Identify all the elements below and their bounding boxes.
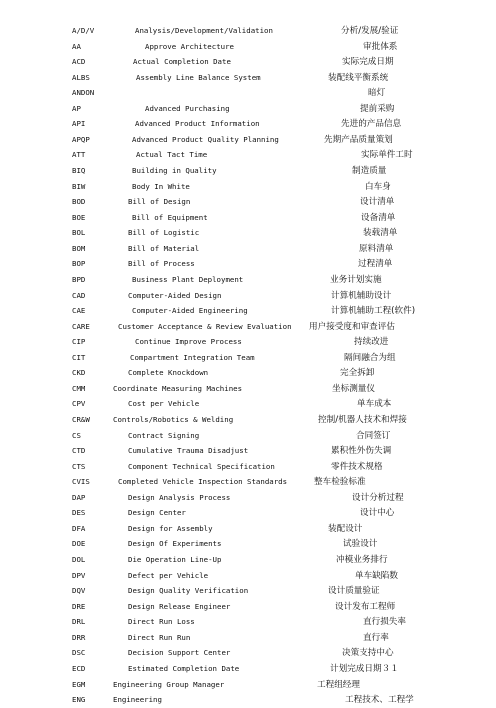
chinese-term: 设计分析过程 bbox=[352, 492, 404, 503]
glossary-row bbox=[0, 116, 496, 132]
english-term: Die Operation Line-Up bbox=[128, 555, 222, 565]
chinese-term: 实际完成日期 bbox=[342, 57, 394, 68]
english-term: Advanced Product Information bbox=[135, 119, 260, 129]
english-term: Cumulative Trauma Disadjust bbox=[128, 446, 249, 456]
chinese-term: 装配设计 bbox=[328, 523, 363, 534]
abbreviation: CIP bbox=[72, 337, 86, 347]
english-term: Computer-Aided Engineering bbox=[132, 306, 248, 316]
chinese-term: 过程清单 bbox=[358, 259, 393, 270]
abbreviation: BOP bbox=[72, 259, 86, 269]
abbreviation: CMM bbox=[72, 383, 86, 393]
abbreviation: CAD bbox=[72, 290, 86, 300]
english-term: Bill of Process bbox=[128, 259, 195, 269]
chinese-term: 设备清单 bbox=[361, 212, 396, 223]
glossary-row bbox=[0, 568, 496, 584]
english-term: Building in Quality bbox=[132, 166, 217, 176]
chinese-term: 分析/发展/验证 bbox=[341, 26, 399, 36]
chinese-term: 装配线平衡系统 bbox=[328, 72, 389, 83]
glossary-row bbox=[0, 210, 496, 226]
chinese-term: 计划完成日期３１ bbox=[330, 663, 399, 674]
glossary-row bbox=[0, 288, 496, 304]
english-term: Coordinate Measuring Machines bbox=[113, 383, 243, 393]
abbreviation: CIT bbox=[72, 352, 86, 362]
glossary-row bbox=[0, 70, 496, 86]
english-term: Defect per Vehicle bbox=[128, 570, 209, 580]
chinese-term: 冲模业务排行 bbox=[336, 555, 388, 566]
abbreviation: DQV bbox=[72, 586, 86, 596]
english-term: Engineering bbox=[113, 695, 162, 705]
english-term: Contract Signing bbox=[128, 430, 200, 440]
chinese-term: 直行损失率 bbox=[363, 617, 406, 628]
glossary-row bbox=[0, 39, 496, 55]
english-term: Estimated Completion Date bbox=[128, 663, 240, 673]
abbreviation: AP bbox=[72, 103, 81, 113]
english-term: Continue Improve Process bbox=[135, 337, 242, 347]
chinese-term: 暗灯 bbox=[368, 88, 386, 99]
abbreviation: CTS bbox=[72, 461, 86, 471]
chinese-term: 完全拆卸 bbox=[340, 368, 375, 379]
chinese-term: 控制/机器人技术和焊接 bbox=[318, 415, 407, 425]
english-term: Direct Run Run bbox=[128, 632, 191, 642]
chinese-term: 隔间融合为组 bbox=[344, 352, 396, 363]
glossary-row bbox=[0, 272, 496, 288]
glossary-row bbox=[0, 23, 496, 39]
chinese-term: 持续改进 bbox=[354, 337, 389, 348]
chinese-term: 试验设计 bbox=[343, 539, 378, 550]
abbreviation: DSC bbox=[72, 648, 86, 658]
abbreviation: AA bbox=[72, 41, 81, 51]
chinese-term: 零件技术规格 bbox=[331, 461, 383, 472]
abbreviation: EGM bbox=[72, 679, 86, 689]
chinese-term: 工程技术、工程学 bbox=[345, 695, 414, 706]
glossary-row bbox=[0, 163, 496, 179]
chinese-term: 业务计划实施 bbox=[330, 274, 382, 285]
chinese-term: 坐标测量仪 bbox=[332, 383, 375, 394]
abbreviation: API bbox=[72, 119, 86, 129]
glossary-row bbox=[0, 614, 496, 630]
glossary-row bbox=[0, 303, 496, 319]
english-term: Completed Vehicle Inspection Standards bbox=[118, 477, 288, 487]
english-term: Decision Support Center bbox=[128, 648, 231, 658]
abbreviation: DOE bbox=[72, 539, 86, 549]
abbreviation: CVIS bbox=[72, 477, 90, 487]
chinese-term: 计算机辅助设计 bbox=[331, 290, 392, 301]
chinese-term: 整车检验标准 bbox=[314, 477, 366, 488]
abbreviation: DOL bbox=[72, 555, 86, 565]
glossary-row bbox=[0, 85, 496, 101]
glossary-row bbox=[0, 536, 496, 552]
glossary-row bbox=[0, 54, 496, 70]
glossary-row bbox=[0, 677, 496, 693]
abbreviation: ANDON bbox=[72, 88, 95, 98]
abbreviation: BOE bbox=[72, 212, 86, 222]
glossary-row bbox=[0, 552, 496, 568]
english-term: Component Technical Specification bbox=[128, 461, 275, 471]
glossary-row bbox=[0, 334, 496, 350]
english-term: Bill of Equipment bbox=[132, 212, 208, 222]
chinese-term: 工程组经理 bbox=[317, 679, 360, 690]
glossary-row bbox=[0, 319, 496, 335]
english-term: Complete Knockdown bbox=[128, 368, 209, 378]
english-term: Design Center bbox=[128, 508, 186, 518]
glossary-row bbox=[0, 256, 496, 272]
abbreviation: DFA bbox=[72, 523, 86, 533]
english-term: Cost per Vehicle bbox=[128, 399, 200, 409]
glossary-row bbox=[0, 583, 496, 599]
abbreviation: DPV bbox=[72, 570, 86, 580]
english-term: Design Release Engineer bbox=[128, 601, 231, 611]
english-term: Bill of Design bbox=[128, 197, 191, 207]
glossary-row bbox=[0, 350, 496, 366]
abbreviation: ENG bbox=[72, 695, 86, 705]
abbreviation: CAE bbox=[72, 306, 86, 316]
abbreviation: BIW bbox=[72, 181, 86, 191]
abbreviation: DRE bbox=[72, 601, 86, 611]
glossary-row bbox=[0, 661, 496, 677]
abbreviation: ECD bbox=[72, 663, 86, 673]
english-term: Engineering Group Manager bbox=[113, 679, 225, 689]
glossary-row bbox=[0, 599, 496, 615]
english-term: Design for Assembly bbox=[128, 523, 213, 533]
glossary-row bbox=[0, 474, 496, 490]
english-term: Bill of Material bbox=[128, 243, 200, 253]
english-term: Advanced Product Quality Planning bbox=[132, 134, 279, 144]
english-term: Bill of Logistic bbox=[128, 228, 200, 238]
english-term: Assembly Line Balance System bbox=[136, 72, 261, 82]
chinese-term: 决策支持中心 bbox=[342, 648, 394, 659]
glossary-row bbox=[0, 179, 496, 195]
abbreviation: BOM bbox=[72, 243, 86, 253]
abbreviation: ACD bbox=[72, 57, 86, 67]
abbreviation: CARE bbox=[72, 321, 90, 331]
abbreviation: DES bbox=[72, 508, 86, 518]
english-term: Design Analysis Process bbox=[128, 492, 231, 502]
abbreviation: A/D/V bbox=[72, 26, 95, 35]
english-term: Computer-Aided Design bbox=[128, 290, 222, 300]
abbreviation: DAP bbox=[72, 492, 86, 502]
glossary-row bbox=[0, 101, 496, 117]
abbreviation: DRR bbox=[72, 632, 86, 642]
glossary-row bbox=[0, 412, 496, 428]
glossary-row bbox=[0, 396, 496, 412]
english-term: Business Plant Deployment bbox=[132, 274, 244, 284]
abbreviation: BOD bbox=[72, 197, 86, 207]
abbreviation: CR&W bbox=[72, 415, 90, 424]
english-term: Direct Run Loss bbox=[128, 617, 195, 627]
chinese-term: 单车缺陷数 bbox=[355, 570, 398, 581]
chinese-term: 制造质量 bbox=[352, 166, 387, 177]
glossary-row bbox=[0, 381, 496, 397]
glossary-row bbox=[0, 443, 496, 459]
chinese-term: 计算机辅助工程(软件) bbox=[331, 306, 416, 317]
chinese-term: 先进的产品信息 bbox=[341, 119, 402, 130]
chinese-term: 设计发布工程师 bbox=[335, 601, 396, 612]
english-term: Analysis/Development/Validation bbox=[135, 26, 273, 35]
english-term: Design Of Experiments bbox=[128, 539, 222, 549]
english-term: Customer Acceptance & Review Evaluation bbox=[118, 321, 292, 331]
english-term: Design Quality Verification bbox=[128, 586, 249, 596]
glossary-row bbox=[0, 521, 496, 537]
english-term: Advanced Purchasing bbox=[145, 103, 230, 113]
glossary-row bbox=[0, 459, 496, 475]
abbreviation: DRL bbox=[72, 617, 86, 627]
abbreviation: BPD bbox=[72, 274, 86, 284]
chinese-term: 累积性外伤失调 bbox=[331, 446, 392, 457]
chinese-term: 装载清单 bbox=[363, 228, 398, 239]
glossary-row bbox=[0, 630, 496, 646]
chinese-term: 设计中心 bbox=[360, 508, 395, 519]
abbreviation: CTD bbox=[72, 446, 86, 456]
chinese-term: 设计质量验证 bbox=[328, 586, 380, 597]
glossary-row bbox=[0, 645, 496, 661]
english-term: Controls/Robotics & Welding bbox=[113, 415, 234, 424]
abbreviation: CKD bbox=[72, 368, 86, 378]
glossary-row bbox=[0, 225, 496, 241]
english-term: Compartment Integration Team bbox=[130, 352, 255, 362]
abbreviation: BOL bbox=[72, 228, 86, 238]
abbreviation: ATT bbox=[72, 150, 86, 160]
chinese-term: 提前采购 bbox=[360, 103, 395, 114]
chinese-term: 直行率 bbox=[363, 632, 389, 643]
english-term: Approve Architecture bbox=[145, 41, 234, 51]
abbreviation: CS bbox=[72, 430, 81, 440]
chinese-term: 单车成本 bbox=[357, 399, 392, 410]
chinese-term: 合同签订 bbox=[356, 430, 391, 441]
english-term: Body In White bbox=[132, 181, 190, 191]
chinese-term: 原料清单 bbox=[359, 243, 394, 254]
english-term: Actual Completion Date bbox=[133, 57, 231, 67]
abbreviation: CPV bbox=[72, 399, 86, 409]
glossary-row bbox=[0, 194, 496, 210]
chinese-term: 用户接受度和审查评估 bbox=[309, 321, 395, 332]
glossary-row bbox=[0, 365, 496, 381]
glossary-row bbox=[0, 132, 496, 148]
english-term: Actual Tact Time bbox=[136, 150, 208, 160]
glossary-row bbox=[0, 147, 496, 163]
chinese-term: 实际单件工时 bbox=[361, 150, 413, 161]
glossary-row bbox=[0, 428, 496, 444]
glossary-row bbox=[0, 692, 496, 708]
chinese-term: 审批体系 bbox=[363, 41, 398, 52]
chinese-term: 先期产品质量策划 bbox=[324, 134, 393, 145]
glossary-row bbox=[0, 241, 496, 257]
abbreviation: BIQ bbox=[72, 166, 86, 176]
glossary-row bbox=[0, 505, 496, 521]
glossary-row bbox=[0, 490, 496, 506]
chinese-term: 设计清单 bbox=[360, 197, 395, 208]
chinese-term: 白车身 bbox=[365, 181, 391, 192]
abbreviation: ALBS bbox=[72, 72, 90, 82]
abbreviation: APQP bbox=[72, 134, 90, 144]
